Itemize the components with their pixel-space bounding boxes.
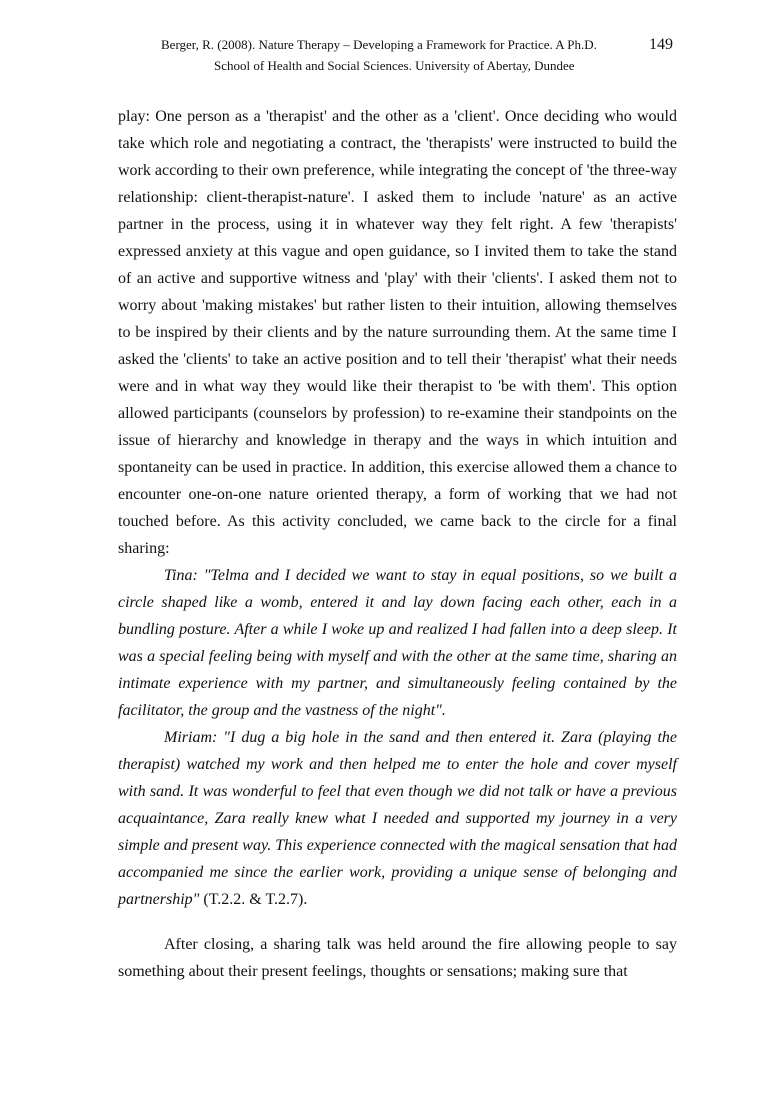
quote-miriam xyxy=(118,724,677,913)
paragraph-role-play: play: One person as a 'therapist' and the other as a 'client'. Once deciding who would take which role and negotiating a contract, the 'therapists' were instructed to build the work according to their own preference, while integrating the concept of 'the three-way relationship: client-therapist-nature'. I asked them to include 'nature' as an active partner in the process, using it in whatever way they felt right. A few 'therapists' expressed anxiety at this vague and open guidance, so I invited them to take the stand of an active and supportive witness and 'play' with their 'clients'. I asked them not to worry about 'making mistakes' but rather listen to their intuition, allowing themselves to be inspired by their clients and by the nature surrounding them. At the same time I asked the 'clients' to take an active position and to tell their 'therapist' what their needs were and in what way they would like their therapist to 'be with them'. This option allowed participants (counselors by profession) to re-examine their standpoints on the issue of hierarchy and knowledge in therapy and the ways in which intuition and spontaneity can be used in practice. In addition, this exercise allowed them a chance to encounter one-on-one nature oriented therapy, a form of working that we had not touched before. As this activity concluded, we came back to the circle for a final sharing: xyxy=(118,108,677,557)
header-institution: School of Health and Social Sciences. University of Abertay, Dundee xyxy=(214,58,575,73)
header-citation: Berger, R. (2008). Nature Therapy – Developing a Framework for Practice. A Ph.D. xyxy=(161,37,597,52)
quote-speaker-tina: Tina: xyxy=(164,567,198,584)
paragraph-closing: After closing, a sharing talk was held around the fire allowing people to say something about their present feelings, thoughts or sensations; making sure that xyxy=(118,936,677,980)
page-header xyxy=(0,36,760,80)
quote-reference: (T.2.2. & T.2.7). xyxy=(199,891,308,908)
quote-speaker-miriam: Miriam: xyxy=(164,729,218,746)
quote-tina xyxy=(118,562,677,724)
quote-text-miriam: "I dug a big hole in the sand and then entered it. Zara (playing the therapist) watched my work and then helped me to enter the hole and cover myself with sand. It was wonderful to feel that even though we did not talk or have a previous acquaintance, Zara really knew what I needed and supported my journey in a very simple and present way. This experience connected with the magical sensation that had accompanied me since the earlier work, providing a unique sense of belonging and partnership" xyxy=(118,729,677,908)
quote-text-tina: "Telma and I decided we want to stay in equal positions, so we built a circle shaped like a womb, entered it and lay down facing each other, each in a bundling posture. After a while I woke up and realized I had fallen into a deep sleep. It was a special feeling being with myself and with the other at the same time, sharing an intimate experience with my partner, and simultaneously feeling contained by the facilitator, the group and the vastness of the night". xyxy=(118,567,677,719)
body-text xyxy=(118,103,677,985)
page-number: 149 xyxy=(649,36,673,53)
